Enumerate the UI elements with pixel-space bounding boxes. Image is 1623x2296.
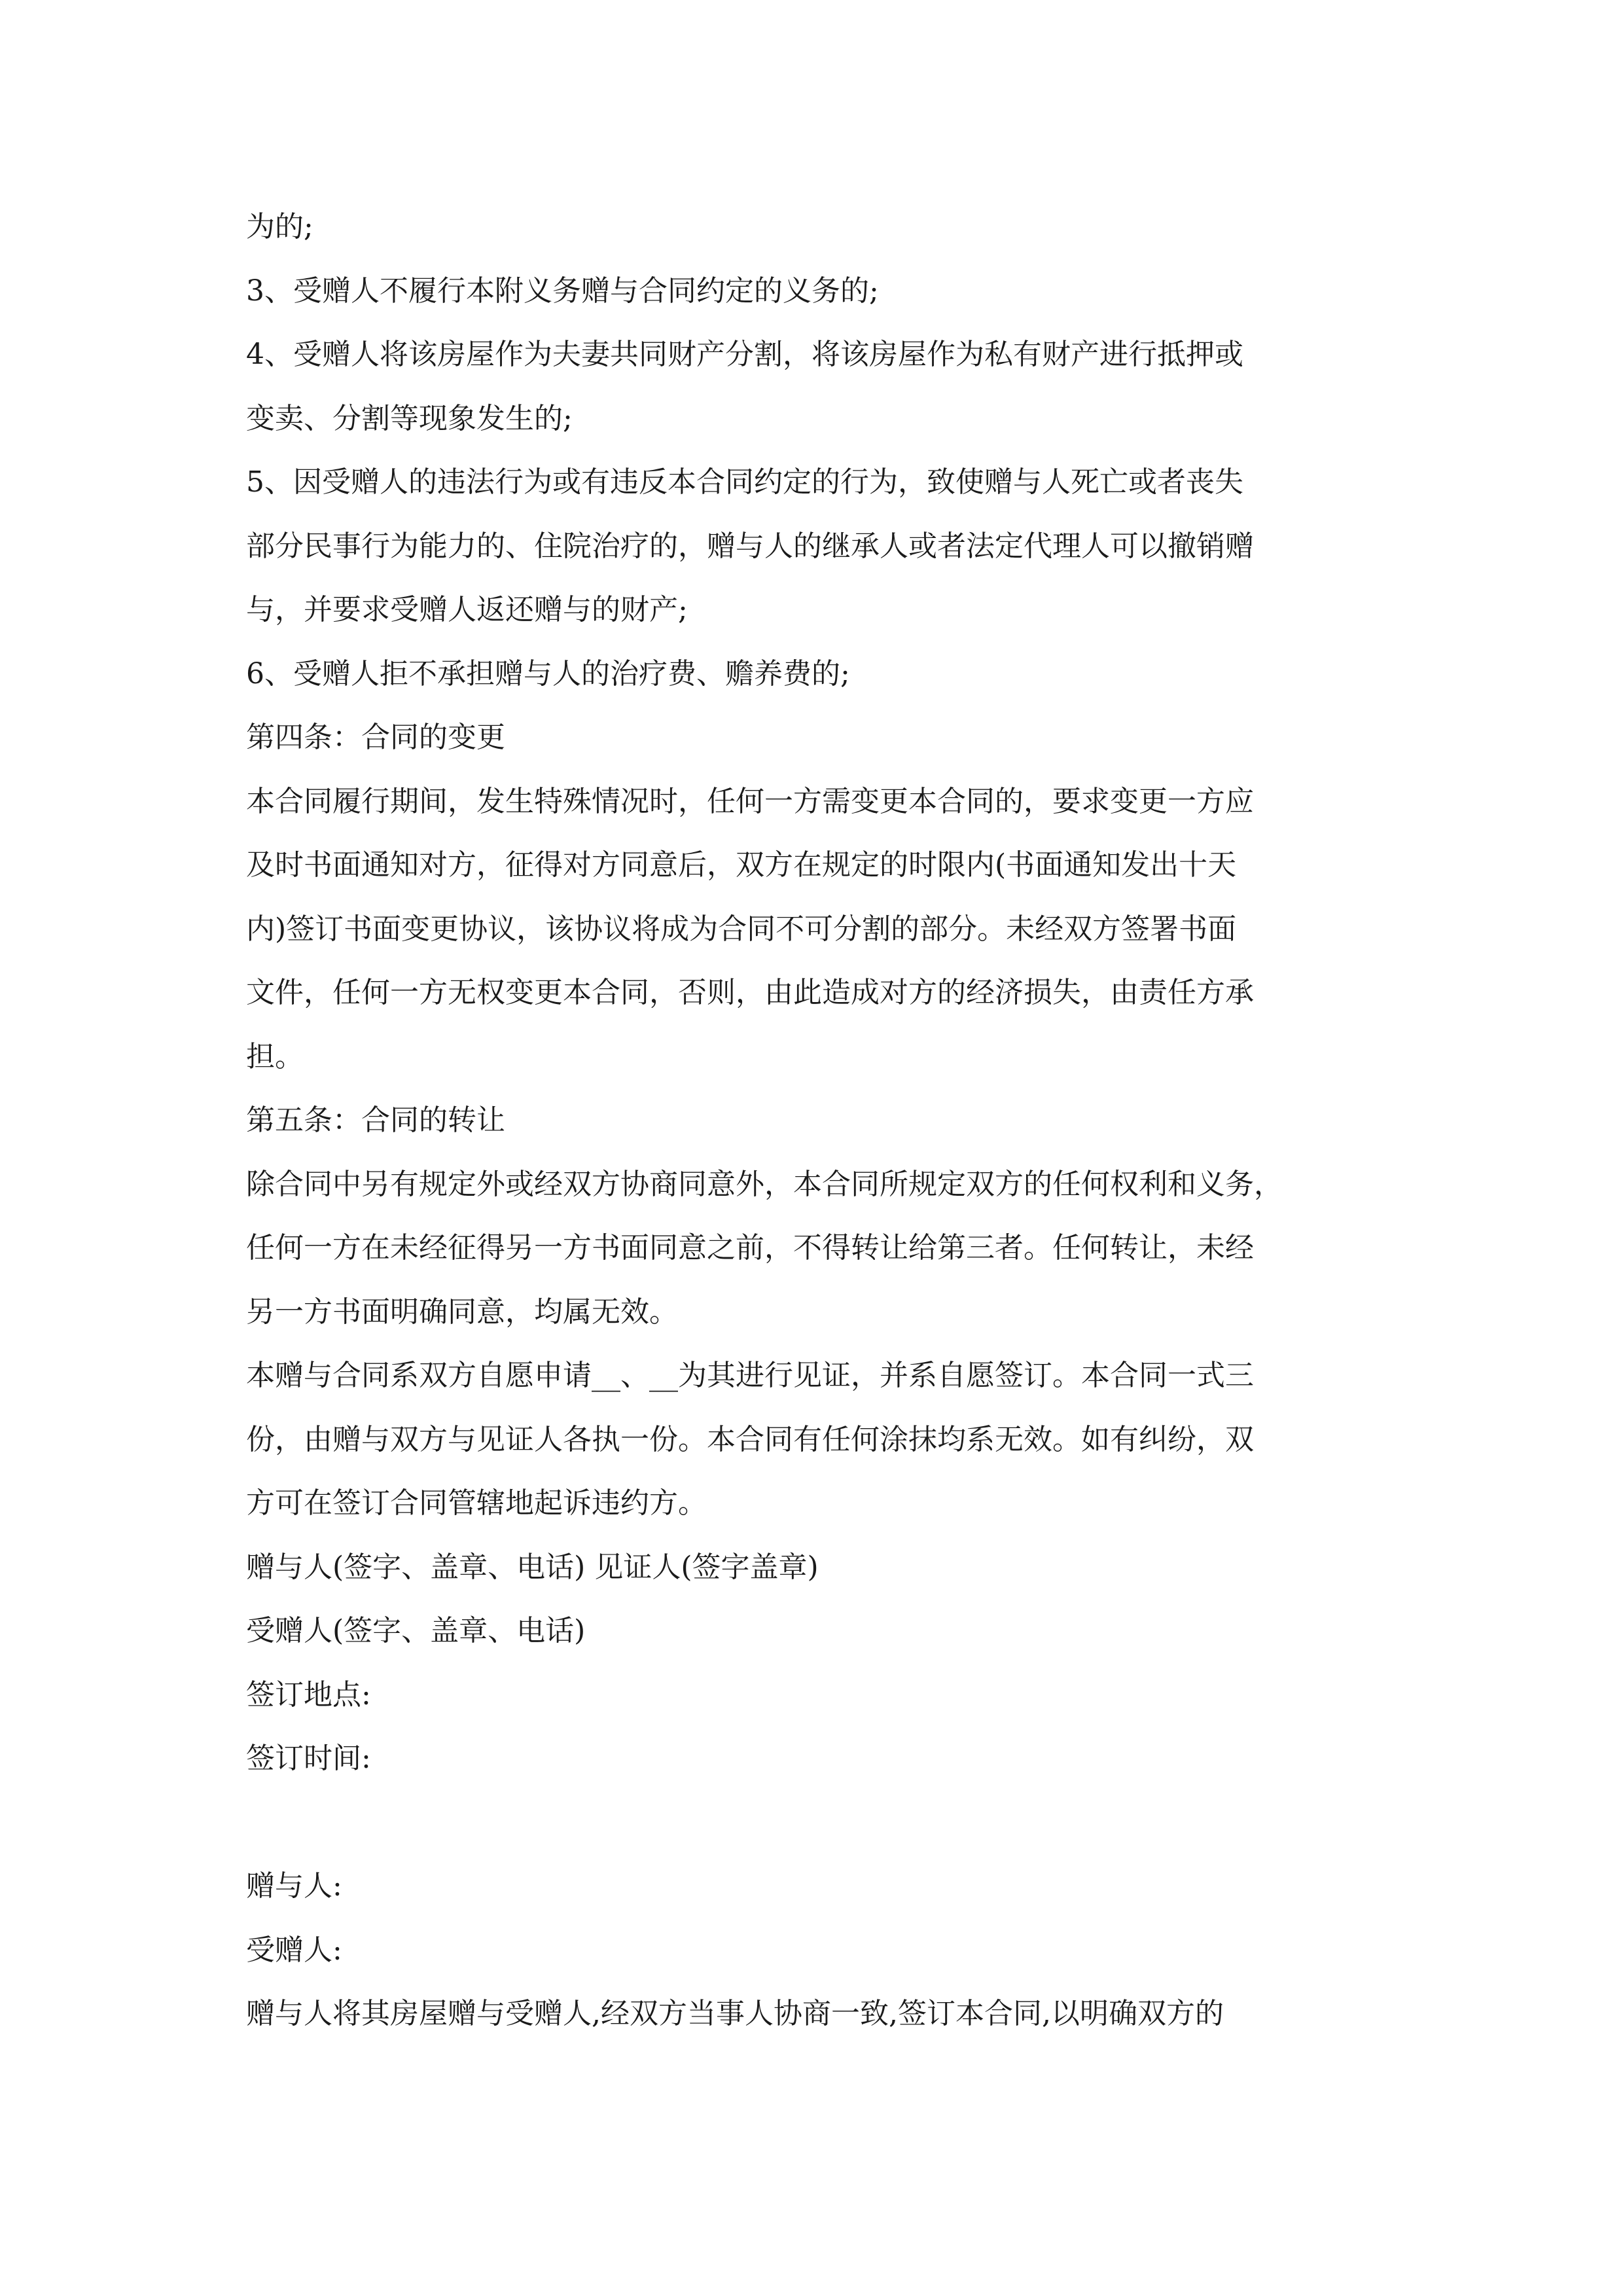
text-line: 担。 [246, 1039, 304, 1073]
text-line: 及时书面通知对方，征得对方同意后，双方在规定的时限内(书面通知发出十天 [246, 848, 1237, 882]
signature-line: 受赠人(签字、盖章、电话) [246, 1614, 586, 1647]
text-line: 方可在签订合同管辖地起诉违约方。 [246, 1486, 707, 1520]
text-line: 变卖、分割等现象发生的; [246, 401, 573, 435]
text-line: 内)签订书面变更协议，该协议将成为合同不可分割的部分。未经双方签署书面 [246, 912, 1237, 946]
text-line: 6、受赠人拒不承担赠与人的治疗费、赡养费的; [246, 656, 850, 691]
text-line: 另一方书面明确同意，均属无效。 [246, 1295, 678, 1329]
text-line: 文件，任何一方无权变更本合同，否则，由此造成对方的经济损失，由责任方承 [246, 976, 1254, 1009]
signature-line: 赠与人(签字、盖章、电话) 见证人(签字盖章) [246, 1550, 819, 1584]
text-line: 3、受赠人不履行本附义务赠与合同约定的义务的; [246, 274, 879, 308]
donor-label: 赠与人: [246, 1869, 342, 1903]
text-line: 任何一方在未经征得另一方书面同意之前，不得转让给第三者。任何转让，未经 [246, 1231, 1254, 1265]
text-line: 为的; [246, 210, 313, 243]
signing-place-label: 签订地点: [246, 1677, 371, 1712]
text-line: 除合同中另有规定外或经双方协商同意外，本合同所规定双方的任何权利和义务， [246, 1167, 1283, 1201]
signing-time-label: 签订时间: [246, 1742, 371, 1775]
text-line: 本赠与合同系双方自愿申请__、__为其进行见证，并系自愿签订。本合同一式三 [246, 1359, 1254, 1392]
text-line: 部分民事行为能力的、住院治疗的，赠与人的继承人或者法定代理人可以撤销赠 [246, 529, 1254, 563]
text-line: 赠与人将其房屋赠与受赠人,经双方当事人协商一致,签订本合同,以明确双方的 [246, 1997, 1224, 2030]
section-heading: 第四条：合同的变更 [246, 721, 505, 754]
donee-label: 受赠人: [246, 1933, 342, 1967]
document-body [246, 195, 1391, 2046]
text-line: 本合同履行期间，发生特殊情况时，任何一方需变更本合同的，要求变更一方应 [246, 784, 1254, 818]
text-line: 4、受赠人将该房屋作为夫妻共同财产分割，将该房屋作为私有财产进行抵押或 [246, 338, 1243, 371]
blank-line [246, 1791, 1391, 1855]
text-line: 与，并要求受赠人返还赠与的财产; [246, 593, 688, 626]
section-heading: 第五条：合同的转让 [246, 1103, 505, 1137]
text-line: 份，由赠与双方与见证人各执一份。本合同有任何涂抹均系无效。如有纠纷，双 [246, 1422, 1254, 1456]
text-line: 5、因受赠人的违法行为或有违反本合同约定的行为，致使赠与人死亡或者丧失 [246, 465, 1243, 499]
